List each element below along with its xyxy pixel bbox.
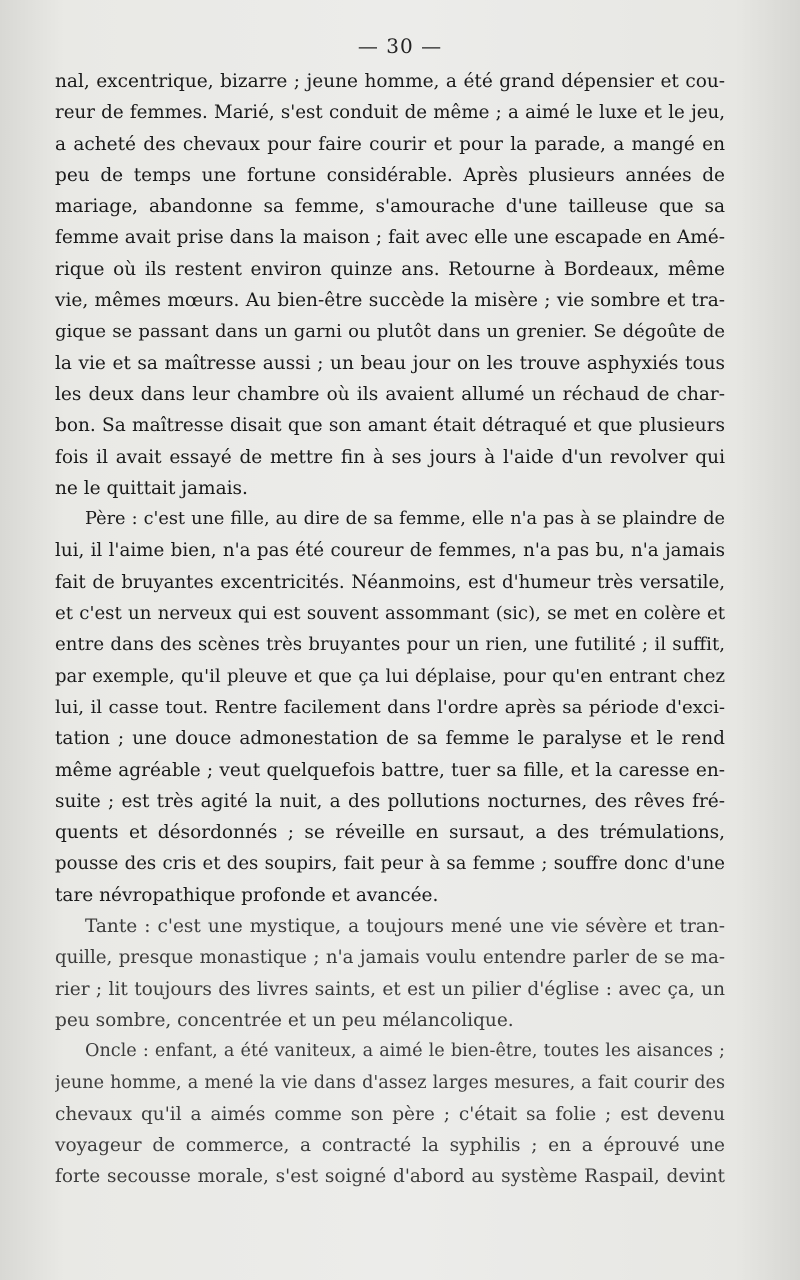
text-line: rique où ils restent environ quinze ans. Retourne à Bordeaux, même <box>55 258 725 280</box>
text-line: rier ; lit toujours des livres saints, et est un pilier d'église : avec ça, un <box>55 978 725 1000</box>
text-line: peu sombre, concentrée et un peu mélancolique. <box>55 1009 514 1031</box>
text-line: gique se passant dans un garni ou plutôt dans un grenier. Se dégoûte de <box>55 321 725 343</box>
body-text <box>55 66 725 1193</box>
text-line: tare névropathique profonde et avancée. <box>55 884 439 906</box>
text-line: jeune homme, a mené la vie dans d'assez larges mesures, a fait courir des <box>55 1072 725 1093</box>
text-line: a acheté des chevaux pour faire courir et pour la parade, a mangé en <box>55 133 725 155</box>
text-line: la vie et sa maîtresse aussi ; un beau jour on les trouve asphyxiés tous <box>55 352 725 374</box>
paragraph-pere <box>55 504 725 911</box>
text-line: tation ; une douce admonestation de sa femme le paralyse et le rend <box>55 728 725 750</box>
text-line: femme avait prise dans la maison ; fait avec elle une escapade en Amé- <box>55 227 725 249</box>
text-line: pousse des cris et des soupirs, fait peur à sa femme ; souffre donc d'une <box>55 853 725 875</box>
text-line: fois il avait essayé de mettre fin à ses jours à l'aide d'un revolver qui <box>55 446 725 468</box>
text-line: chevaux qu'il a aimés comme son père ; c'était sa folie ; est devenu <box>55 1103 725 1125</box>
text-line: forte secousse morale, s'est soigné d'abord au système Raspail, devint <box>55 1166 725 1188</box>
page-number: — 30 — <box>357 34 443 58</box>
text-line: lui, il l'aime bien, n'a pas été coureur de femmes, n'a pas bu, n'a jamais <box>55 540 725 562</box>
text-line: fait de bruyantes excentricités. Néanmoins, est d'humeur très versatile, <box>55 571 725 593</box>
text-line: quents et désordonnés ; se réveille en sursaut, a des trémulations, <box>55 822 725 844</box>
text-line: ne le quittait jamais. <box>55 477 248 499</box>
text-line: par exemple, qu'il pleuve et que ça lui déplaise, pour qu'en entrant chez <box>55 665 725 687</box>
text-line: reur de femmes. Marié, s'est conduit de même ; a aimé le luxe et le jeu, <box>55 102 725 124</box>
text-line: mariage, abandonne sa femme, s'amourache d'une tailleuse que sa <box>55 196 725 218</box>
text-line: nal, excentrique, bizarre ; jeune homme, a été grand dépensier et cou- <box>55 71 725 92</box>
text-line: même agréable ; veut quelquefois battre, tuer sa fille, et la caresse en- <box>55 759 725 781</box>
text-line: peu de temps une fortune considérable. Après plusieurs années de <box>55 164 725 186</box>
text-line: Père : c'est une fille, au dire de sa femme, elle n'a pas à se plaindre de <box>85 509 725 530</box>
text-line: voyageur de commerce, a contracté la syphilis ; en a éprouvé une <box>55 1135 725 1157</box>
text-line: quille, presque monastique ; n'a jamais voulu entendre parler de se ma- <box>55 947 725 969</box>
text-line: Tante : c'est une mystique, a toujours mené une vie sévère et tran- <box>85 916 725 938</box>
text-line: les deux dans leur chambre où ils avaient allumé un réchaud de char- <box>55 383 725 405</box>
text-line: entre dans des scènes très bruyantes pour un rien, une futilité ; il suffit, <box>55 634 725 656</box>
text-line: et c'est un nerveux qui est souvent assommant (sic), se met en colère et <box>55 603 725 625</box>
text-line: suite ; est très agité la nuit, a des pollutions nocturnes, des rêves fré- <box>55 790 725 812</box>
paragraph-tante <box>55 911 725 1036</box>
paragraph-continuation <box>55 66 725 504</box>
text-line: vie, mêmes mœurs. Au bien-être succède la misère ; vie sombre et tra- <box>55 290 725 312</box>
paragraph-oncle <box>55 1036 725 1192</box>
text-line: Oncle : enfant, a été vaniteux, a aimé le bien-être, toutes les aisances ; <box>85 1041 725 1062</box>
text-line: bon. Sa maîtresse disait que son amant était détraqué et que plusieurs <box>55 415 725 437</box>
text-line: lui, il casse tout. Rentre facilement dans l'ordre après sa période d'exci- <box>55 696 725 718</box>
